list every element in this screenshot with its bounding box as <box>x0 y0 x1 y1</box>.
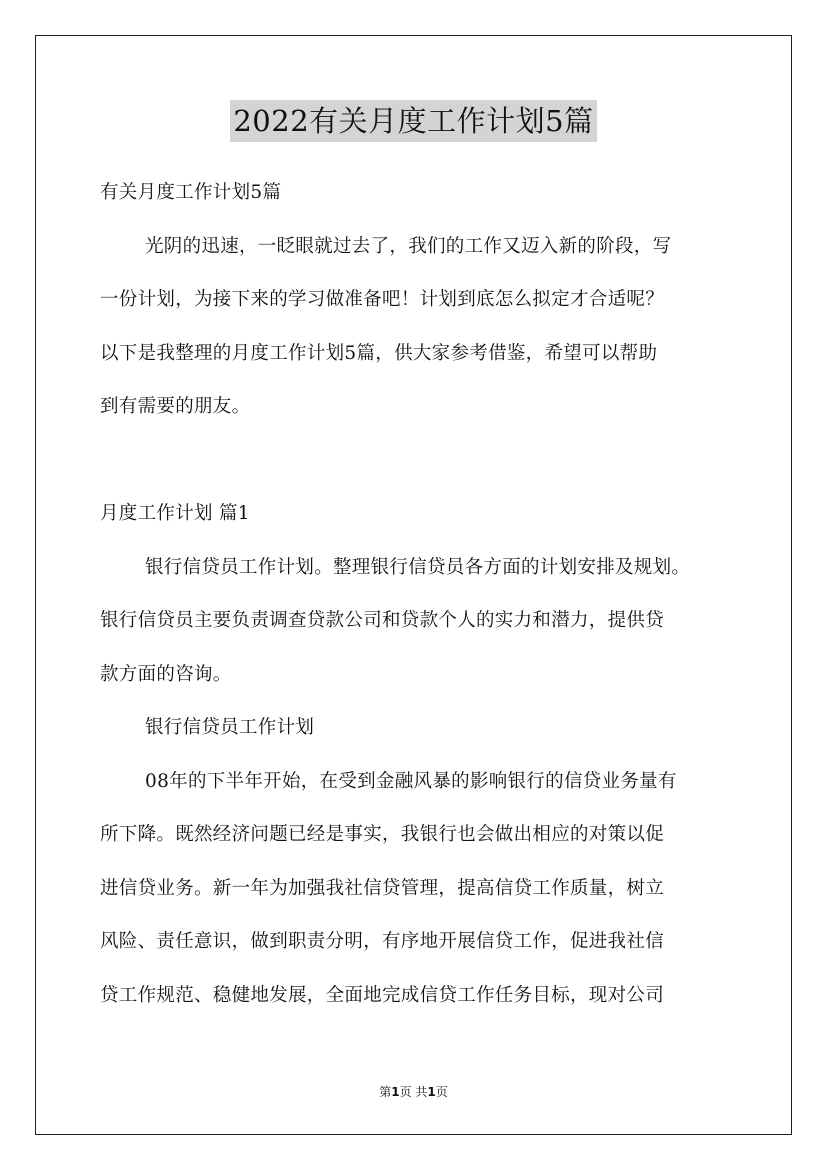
body-line-3: 进信贷业务。新一年为加强我社信贷管理，提高信贷工作质量，树立 <box>100 877 665 899</box>
section-heading: 月度工作计划 篇1 <box>100 503 250 524</box>
page-suffix: 页 <box>435 1085 448 1099</box>
page-prefix: 第 <box>379 1085 392 1099</box>
paragraph-gap <box>100 442 730 496</box>
document-body <box>100 174 730 1030</box>
page-current: 1 <box>391 1085 400 1099</box>
body-line-4: 风险、责任意识，做到职责分明，有序地开展信贷工作，促进我社信 <box>100 931 665 952</box>
intro-line-4: 到有需要的朋友。 <box>100 396 251 417</box>
intro-line-3: 以下是我整理的月度工作计划5篇，供大家参考借鉴，希望可以帮助 <box>100 342 658 364</box>
title-wrap <box>0 100 827 142</box>
document-subtitle: 有关月度工作计划5篇 <box>100 182 282 203</box>
body-line-2: 所下降。既然经济问题已经是事实，我银行也会做出相应的对策以促 <box>100 824 665 845</box>
body-line-5: 贷工作规范、稳健地发展，全面地完成信贷工作任务目标，现对公司 <box>100 984 665 1006</box>
section-line-1: 银行信贷员工作计划。整理银行信贷员各方面的计划安排及规划。 <box>145 556 691 578</box>
section-line-2: 银行信贷员主要负责调查贷款公司和贷款个人的实力和潜力，提供贷 <box>100 610 665 631</box>
intro-line-2: 一份计划，为接下来的学习做准备吧！计划到底怎么拟定才合适呢？ <box>100 289 665 310</box>
sub-heading: 银行信贷员工作计划 <box>145 717 315 738</box>
page-total: 1 <box>427 1085 436 1099</box>
section-line-3: 款方面的咨询。 <box>100 663 232 685</box>
body-line-1: 08年的下半年开始，在受到金融风暴的影响银行的信贷业务量有 <box>145 770 677 792</box>
intro-line-1: 光阴的迅速，一眨眼就过去了，我们的工作又迈入新的阶段，写 <box>145 235 672 257</box>
page-footer <box>0 1083 827 1100</box>
document-title: 2022有关月度工作计划5篇 <box>230 100 596 142</box>
page-mid: 页 共 <box>399 1085 428 1099</box>
